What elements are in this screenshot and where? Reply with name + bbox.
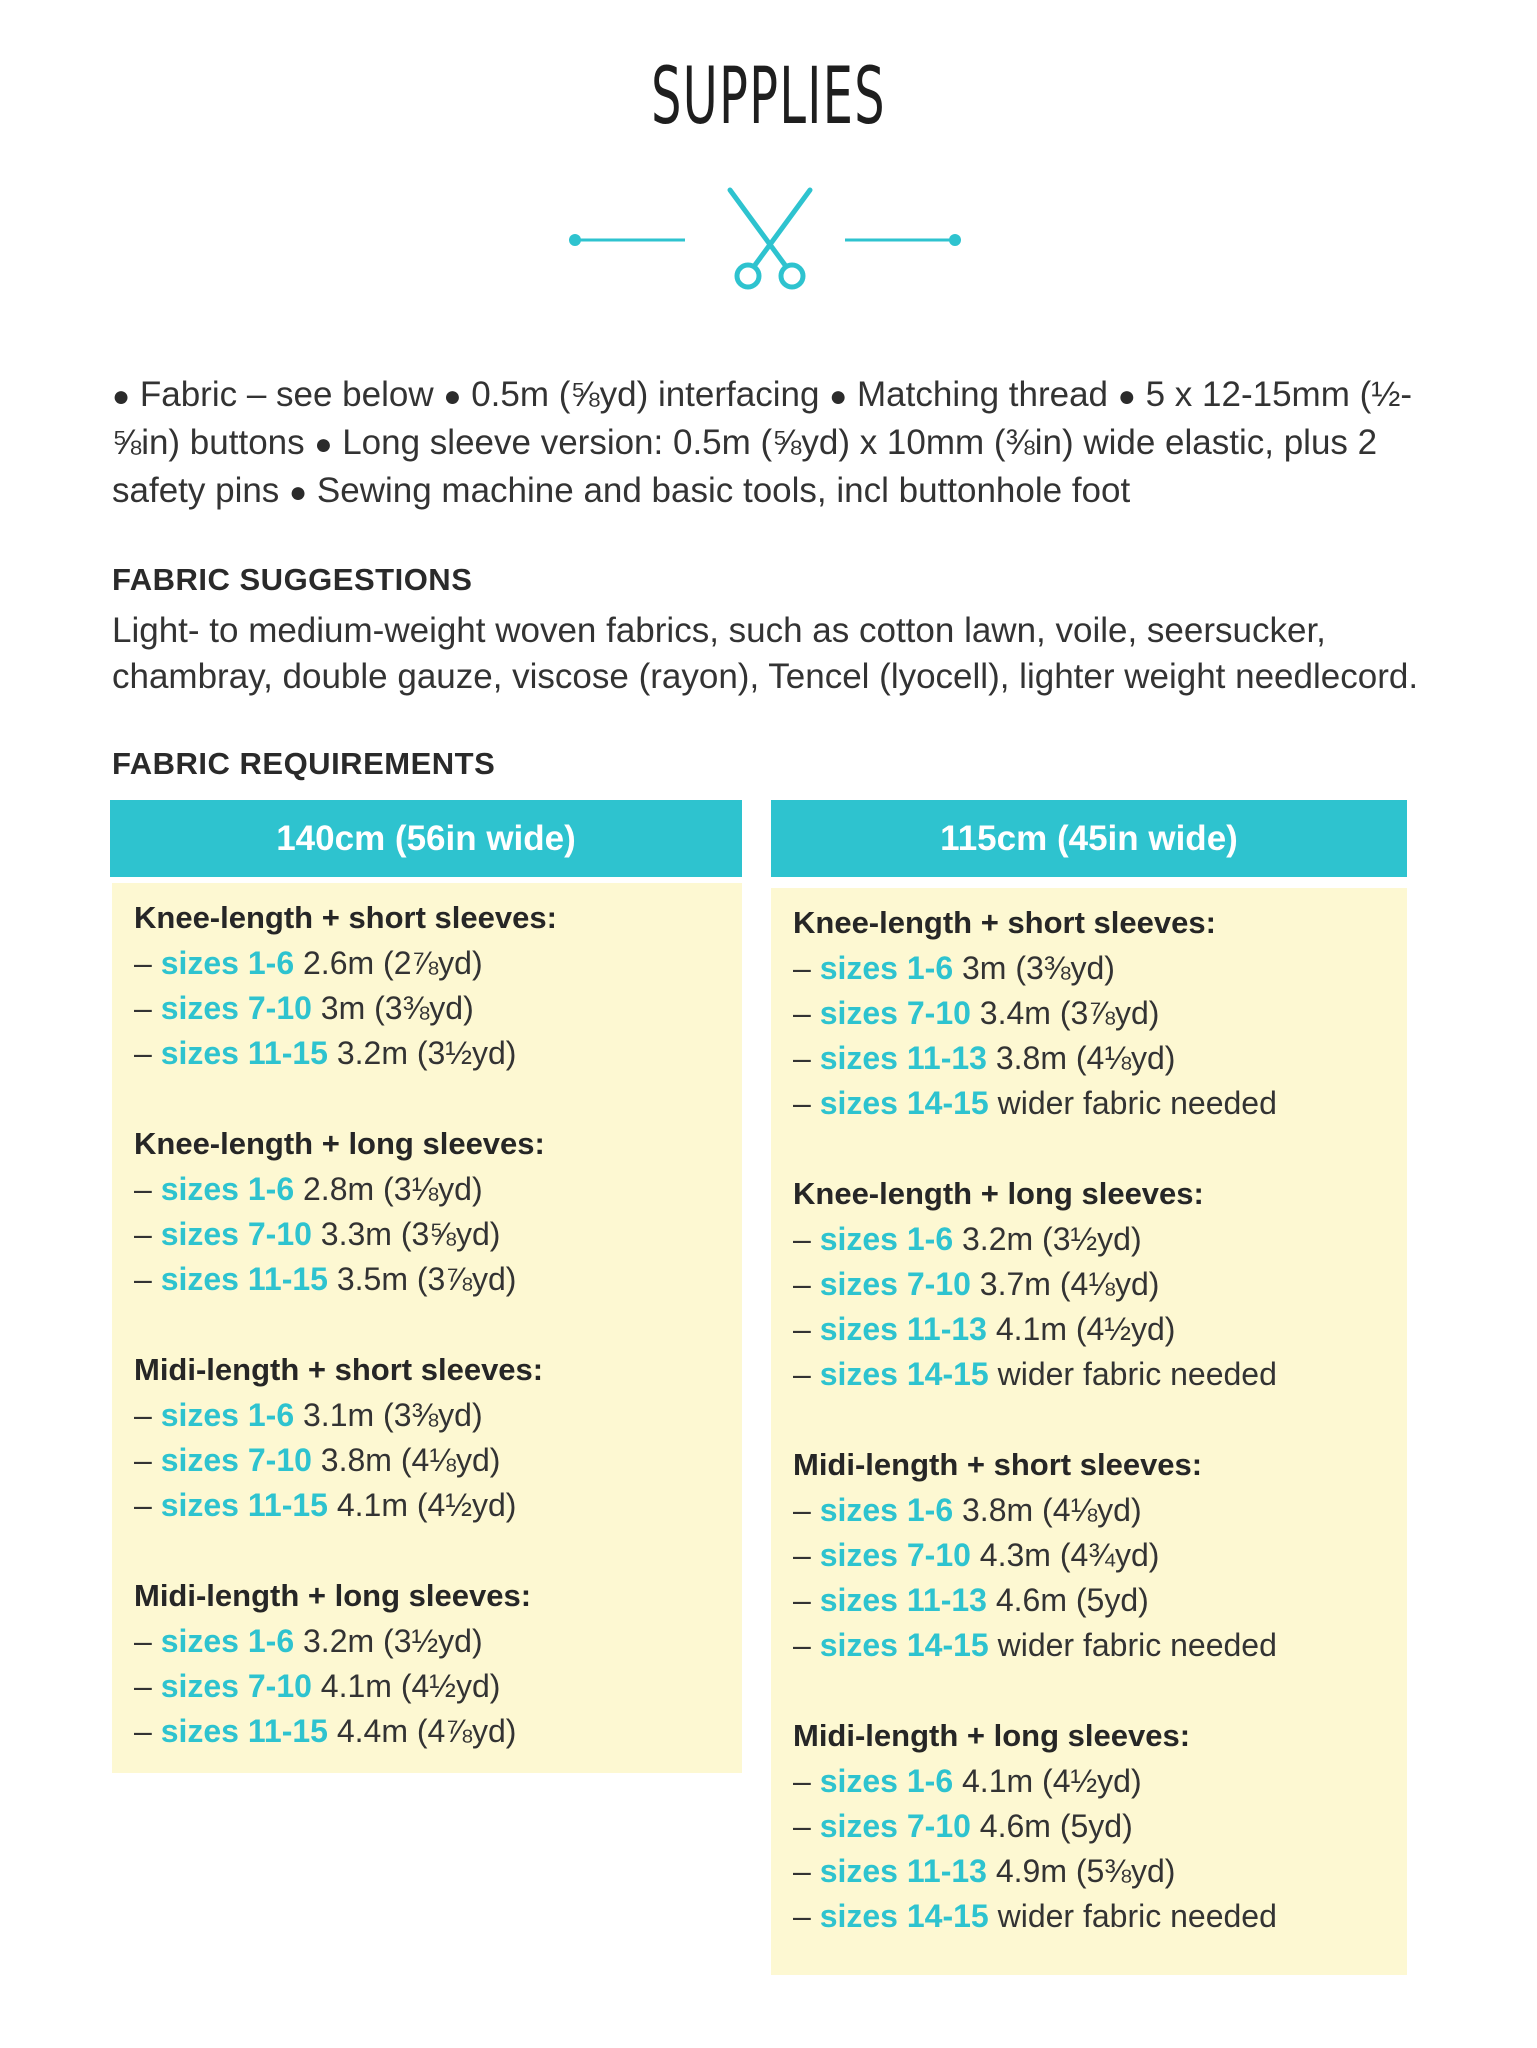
size-range: sizes 14-15: [819, 1356, 989, 1392]
requirement-row: [793, 1081, 1407, 1126]
fabric-amount: 3.3m (3⅝yd): [320, 1216, 501, 1252]
dash: –: [793, 1582, 820, 1618]
fabric-amount: wider fabric needed: [997, 1085, 1277, 1121]
size-range: sizes 7-10: [160, 1668, 312, 1704]
size-range: sizes 14-15: [819, 1085, 989, 1121]
fabric-amount: 3.2m (3½yd): [303, 1623, 483, 1659]
dash: –: [793, 950, 820, 986]
requirement-row: [134, 1212, 742, 1257]
supply-item: 0.5m (⅝yd) interfacing: [471, 375, 820, 414]
fabric-amount: 3.8m (4⅛yd): [995, 1040, 1176, 1076]
dash: –: [134, 945, 161, 981]
fabric-amount: 4.3m (4¾yd): [979, 1537, 1160, 1573]
supply-item: Matching thread: [857, 375, 1109, 414]
fabric-amount: wider fabric needed: [997, 1898, 1277, 1934]
size-range: sizes 7-10: [160, 1216, 312, 1252]
size-range: sizes 7-10: [819, 1266, 971, 1302]
dash: –: [134, 1397, 161, 1433]
dash: –: [134, 990, 161, 1026]
dash: –: [793, 1040, 820, 1076]
supply-item: Long sleeve version: 0.5m (⅝yd) x 10mm (⅜in) wide elastic, plus 2 safety pins: [112, 423, 1378, 510]
requirement-group: [793, 900, 1407, 1126]
bullet-icon: ●: [112, 380, 131, 413]
requirement-row: [134, 1167, 742, 1212]
dash: –: [134, 1668, 161, 1704]
dash: –: [134, 1442, 161, 1478]
fabric-amount: 3.8m (4⅛yd): [320, 1442, 501, 1478]
size-range: sizes 1-6: [819, 1221, 954, 1257]
column-header-115cm: 115cm (45in wide): [771, 800, 1407, 877]
size-range: sizes 11-13: [819, 1040, 987, 1076]
fabric-amount: wider fabric needed: [997, 1627, 1277, 1663]
requirement-row: [793, 1262, 1407, 1307]
supply-item: 5 x 12-15mm (½-⅝in) buttons: [112, 375, 1413, 462]
dash: –: [134, 1713, 161, 1749]
requirement-row: [793, 1578, 1407, 1623]
bullet-icon: ●: [314, 428, 333, 461]
size-range: sizes 1-6: [819, 1763, 954, 1799]
size-range: sizes 7-10: [819, 1537, 971, 1573]
requirement-row: [134, 1393, 742, 1438]
fabric-amount: 3m (3⅜yd): [962, 950, 1115, 986]
requirement-group: [793, 1171, 1407, 1397]
dash: –: [793, 1853, 820, 1889]
size-range: sizes 14-15: [819, 1898, 989, 1934]
fabric-amount: 3.7m (4⅛yd): [979, 1266, 1160, 1302]
bullet-icon: ●: [1117, 380, 1136, 413]
requirement-group: [793, 1442, 1407, 1668]
fabric-amount: 3m (3⅜yd): [320, 990, 474, 1026]
fabric-amount: 3.2m (3½yd): [336, 1035, 517, 1071]
fabric-amount: 3.8m (4⅛yd): [962, 1492, 1142, 1528]
group-title: Midi-length + short sleeves:: [793, 1447, 1203, 1482]
group-title: Midi-length + short sleeves:: [134, 1352, 544, 1387]
requirement-row: [134, 1619, 742, 1664]
supplies-list: [112, 372, 1442, 516]
fabric-amount: 4.6m (5yd): [995, 1582, 1149, 1618]
fabric-amount: 4.1m (4½yd): [336, 1487, 517, 1523]
requirement-row: [134, 986, 742, 1031]
requirement-row: [793, 946, 1407, 991]
requirement-row: [793, 1036, 1407, 1081]
size-range: sizes 7-10: [819, 995, 971, 1031]
size-range: sizes 7-10: [160, 990, 312, 1026]
size-range: sizes 1-6: [819, 1492, 954, 1528]
size-range: sizes 11-15: [160, 1261, 328, 1297]
size-range: sizes 11-13: [819, 1311, 987, 1347]
dash: –: [134, 1035, 161, 1071]
size-range: sizes 14-15: [819, 1627, 989, 1663]
requirement-group: [134, 1573, 742, 1754]
size-range: sizes 7-10: [160, 1442, 312, 1478]
dash: –: [793, 1492, 820, 1528]
size-range: sizes 7-10: [819, 1808, 971, 1844]
fabric-amount: 4.6m (5yd): [979, 1808, 1133, 1844]
requirements-column-115cm: [771, 888, 1407, 1975]
fabric-amount: 3.2m (3½yd): [962, 1221, 1142, 1257]
fabric-amount: 4.1m (4½yd): [995, 1311, 1176, 1347]
bullet-icon: ●: [289, 476, 308, 509]
requirement-row: [134, 1664, 742, 1709]
requirement-row: [793, 1533, 1407, 1578]
dash: –: [134, 1171, 161, 1207]
fabric-suggestions-heading: FABRIC SUGGESTIONS: [112, 562, 473, 597]
requirement-row: [793, 1307, 1407, 1352]
scissors-icon: [730, 190, 810, 287]
group-title: Knee-length + short sleeves:: [134, 900, 557, 935]
column-header-140cm: 140cm (56in wide): [110, 800, 742, 877]
requirement-row: [134, 941, 742, 986]
dash: –: [793, 1221, 820, 1257]
requirement-row: [793, 1488, 1407, 1533]
size-range: sizes 11-13: [819, 1853, 987, 1889]
fabric-amount: 4.1m (4½yd): [320, 1668, 501, 1704]
size-range: sizes 11-15: [160, 1035, 328, 1071]
dash: –: [793, 995, 820, 1031]
supply-item: Sewing machine and basic tools, incl buttonhole foot: [316, 471, 1131, 510]
fabric-suggestions-text: Light- to medium-weight woven fabrics, such as cotton lawn, voile, seersucker, chambray, double gauze, viscose (rayon), Tencel (lyocell), lighter weight needlecord.: [112, 611, 1419, 696]
fabric-amount: wider fabric needed: [997, 1356, 1277, 1392]
dash: –: [793, 1898, 820, 1934]
dash: –: [793, 1311, 820, 1347]
dash: –: [134, 1487, 161, 1523]
requirement-row: [793, 991, 1407, 1036]
requirement-group: [793, 1713, 1407, 1939]
requirement-group: [134, 895, 742, 1076]
divider-dot-left: [569, 234, 581, 246]
group-title: Midi-length + long sleeves:: [134, 1578, 532, 1613]
requirement-row: [134, 1257, 742, 1302]
fabric-amount: 4.4m (4⅞yd): [336, 1713, 517, 1749]
size-range: sizes 1-6: [819, 950, 954, 986]
requirement-row: [793, 1623, 1407, 1668]
requirement-row: [793, 1217, 1407, 1262]
dash: –: [793, 1627, 820, 1663]
fabric-amount: 3.4m (3⅞yd): [979, 995, 1160, 1031]
requirement-row: [793, 1894, 1407, 1939]
requirement-row: [793, 1352, 1407, 1397]
dash: –: [793, 1085, 820, 1121]
dash: –: [793, 1266, 820, 1302]
size-range: sizes 1-6: [160, 945, 295, 981]
fabric-amount: 2.8m (3⅛yd): [303, 1171, 483, 1207]
requirement-row: [793, 1759, 1407, 1804]
requirement-row: [793, 1849, 1407, 1894]
fabric-requirements-heading: FABRIC REQUIREMENTS: [112, 746, 496, 781]
size-range: sizes 11-15: [160, 1713, 328, 1749]
requirement-row: [134, 1438, 742, 1483]
requirement-row: [134, 1031, 742, 1076]
page-title: SUPPLIES: [651, 52, 886, 142]
dash: –: [134, 1216, 161, 1252]
dash: –: [793, 1537, 820, 1573]
bullet-icon: ●: [443, 380, 462, 413]
size-range: sizes 11-13: [819, 1582, 987, 1618]
group-title: Knee-length + short sleeves:: [793, 905, 1216, 940]
requirement-group: [134, 1347, 742, 1528]
fabric-amount: 4.1m (4½yd): [962, 1763, 1142, 1799]
requirement-row: [134, 1709, 742, 1754]
fabric-amount: 3.1m (3⅜yd): [303, 1397, 483, 1433]
bullet-icon: ●: [829, 380, 848, 413]
size-range: sizes 11-15: [160, 1487, 328, 1523]
size-range: sizes 1-6: [160, 1171, 295, 1207]
divider-dot-right: [949, 234, 961, 246]
dash: –: [134, 1623, 161, 1659]
fabric-amount: 4.9m (5⅜yd): [995, 1853, 1176, 1889]
fabric-amount: 2.6m (2⅞yd): [303, 945, 483, 981]
dash: –: [793, 1808, 820, 1844]
supply-item: Fabric – see below: [139, 375, 434, 414]
size-range: sizes 1-6: [160, 1397, 295, 1433]
fabric-amount: 3.5m (3⅞yd): [336, 1261, 517, 1297]
group-title: Midi-length + long sleeves:: [793, 1718, 1191, 1753]
requirement-row: [793, 1804, 1407, 1849]
dash: –: [793, 1763, 820, 1799]
requirement-row: [134, 1483, 742, 1528]
dash: –: [134, 1261, 161, 1297]
requirement-group: [134, 1121, 742, 1302]
scissors-divider: [560, 180, 980, 290]
size-range: sizes 1-6: [160, 1623, 295, 1659]
requirements-column-140cm: [112, 883, 742, 1773]
dash: –: [793, 1356, 820, 1392]
group-title: Knee-length + long sleeves:: [793, 1176, 1204, 1211]
group-title: Knee-length + long sleeves:: [134, 1126, 545, 1161]
